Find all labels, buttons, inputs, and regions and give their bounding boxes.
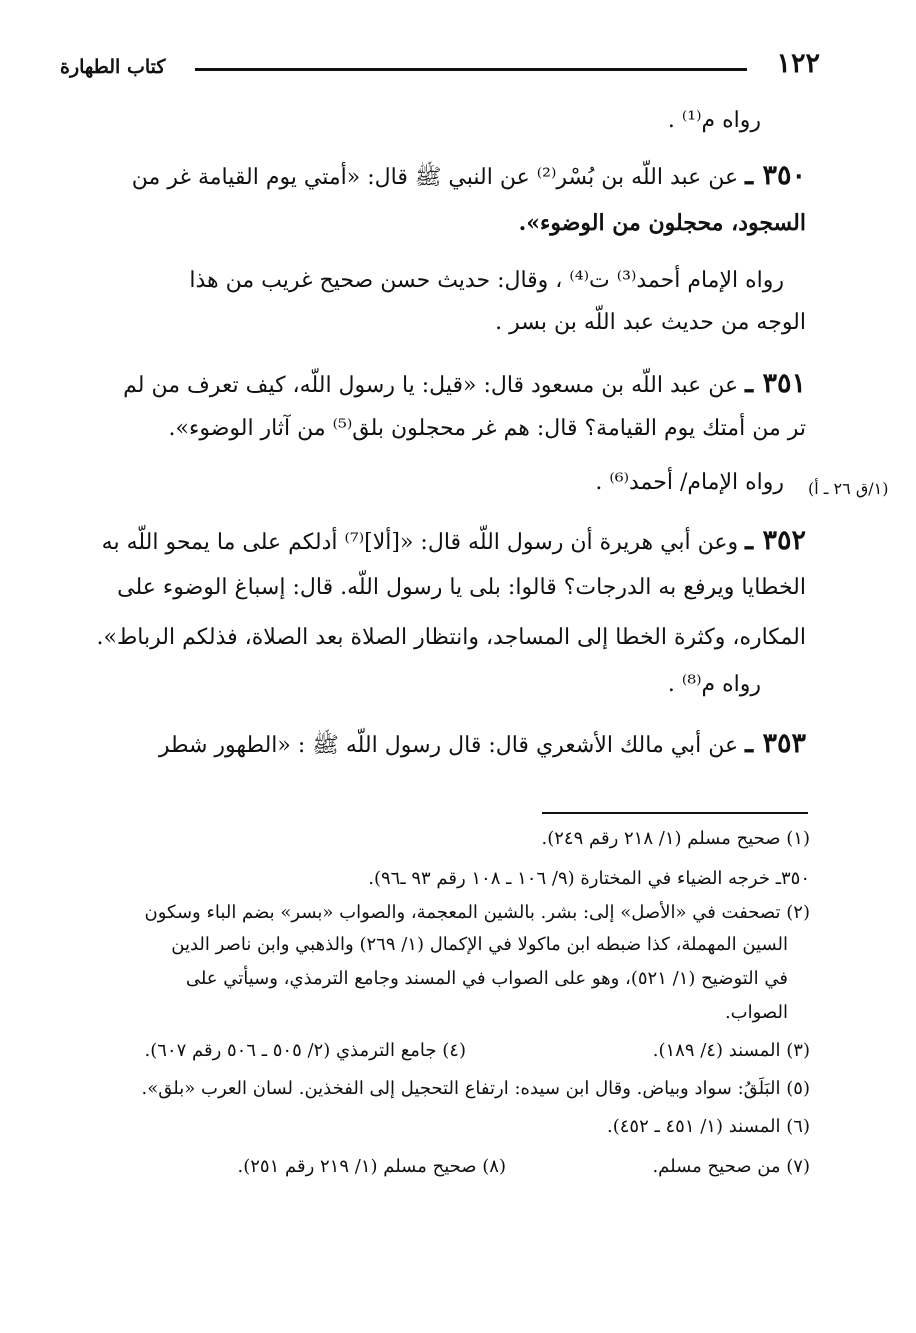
footnote-2-line: الصواب. xyxy=(724,1002,788,1023)
narration-line: الوجه من حديث عبد اللّه بن بسر . xyxy=(495,310,806,335)
hadith-text: عن عبد اللّه بن بُسْر⁽²⁾ عن النبي ﷺ قال: «أمتي يوم القيامة غر من xyxy=(131,165,739,190)
footnote-3: (٣) المسند (٤/ ١٨٩). xyxy=(652,1040,810,1061)
book-title: كتاب الطهارة xyxy=(60,56,166,78)
footnote-5: (٥) البَلَقُ: سواد وبياض. وقال ابن سيده: ارتفاع التحجيل إلى الفخذين. لسان العرب «بلق». xyxy=(141,1078,810,1099)
footnote-8: (٨) صحيح مسلم (١/ ٢١٩ رقم ٢٥١). xyxy=(237,1156,506,1177)
page-number: ١٢٢ xyxy=(776,48,820,79)
manuscript-folio-note: (١/ق ٢٦ ـ أ) xyxy=(808,479,889,498)
hadith-text: عن عبد اللّه بن مسعود قال: «قيل: يا رسول اللّه، كيف تعرف من لم xyxy=(123,373,739,398)
page-header xyxy=(60,48,820,88)
narration-line: رواه م⁽¹⁾ . xyxy=(667,108,761,133)
hadith-text: السجود، محجلون من الوضوء». xyxy=(518,210,806,236)
hadith-number: ٣٥٢ ـ xyxy=(745,525,806,556)
hadith-text: الخطايا ويرفع به الدرجات؟ قالوا: بلى يا رسول اللّه. قال: إسباغ الوضوء على xyxy=(117,575,806,600)
footnote-1: (١) صحيح مسلم (١/ ٢١٨ رقم ٢٤٩). xyxy=(541,828,810,849)
footnote-7: (٧) من صحيح مسلم. xyxy=(652,1156,810,1177)
hadith-text: عن أبي مالك الأشعري قال: قال رسول اللّه ﷺ : «الطهور شطر xyxy=(158,733,739,758)
hadith-text: المكاره، وكثرة الخطا إلى المساجد، وانتظار الصلاة بعد الصلاة، فذلكم الرباط». xyxy=(96,625,806,650)
hadith-text: وعن أبي هريرة أن رسول اللّه قال: «[ألا]⁽⁷⁾ أدلكم على ما يمحو اللّه به xyxy=(101,530,739,555)
footnote-350: ٣٥٠ـ خرجه الضياء في المختارة (٩/ ١٠٦ ـ ١٠٨ رقم ٩٣ ـ٩٦). xyxy=(368,868,810,889)
footnote-2-line: (٢) تصحفت في «الأصل» إلى: بشر. بالشين المعجمة، والصواب «بسر» بضم الباء وسكون xyxy=(144,902,810,923)
footnote-2-line: السين المهملة، كذا ضبطه ابن ماكولا في الإكمال (١/ ٢٦٩) والذهبي وابن ناصر الدين xyxy=(171,934,788,955)
hadith-number: ٣٥٣ ـ xyxy=(745,728,806,759)
narration-line: رواه الإمام/ أحمد⁽⁶⁾ . xyxy=(595,470,784,495)
footnote-2-line: في التوضيح (١/ ٥٢١)، وهو على الصواب في المسند وجامع الترمذي، وسيأتي على xyxy=(185,968,788,989)
narration-line: رواه الإمام أحمد⁽³⁾ ت⁽⁴⁾ ، وقال: حديث حسن صحيح غريب من هذا xyxy=(189,268,784,293)
hadith-text: تر من أمتك يوم القيامة؟ قال: هم غر محجلون بلق⁽⁵⁾ من آثار الوضوء». xyxy=(168,416,806,441)
footnote-4: (٤) جامع الترمذي (٢/ ٥٠٥ ـ ٥٠٦ رقم ٦٠٧). xyxy=(144,1040,466,1061)
header-rule xyxy=(195,68,747,71)
hadith-number: ٣٥١ ـ xyxy=(745,368,806,399)
footnote-rule xyxy=(542,812,808,814)
narration-line: رواه م⁽⁸⁾ . xyxy=(667,672,761,697)
hadith-number: ٣٥٠ ـ xyxy=(745,160,806,191)
footnote-6: (٦) المسند (١/ ٤٥١ ـ ٤٥٢). xyxy=(607,1116,810,1137)
